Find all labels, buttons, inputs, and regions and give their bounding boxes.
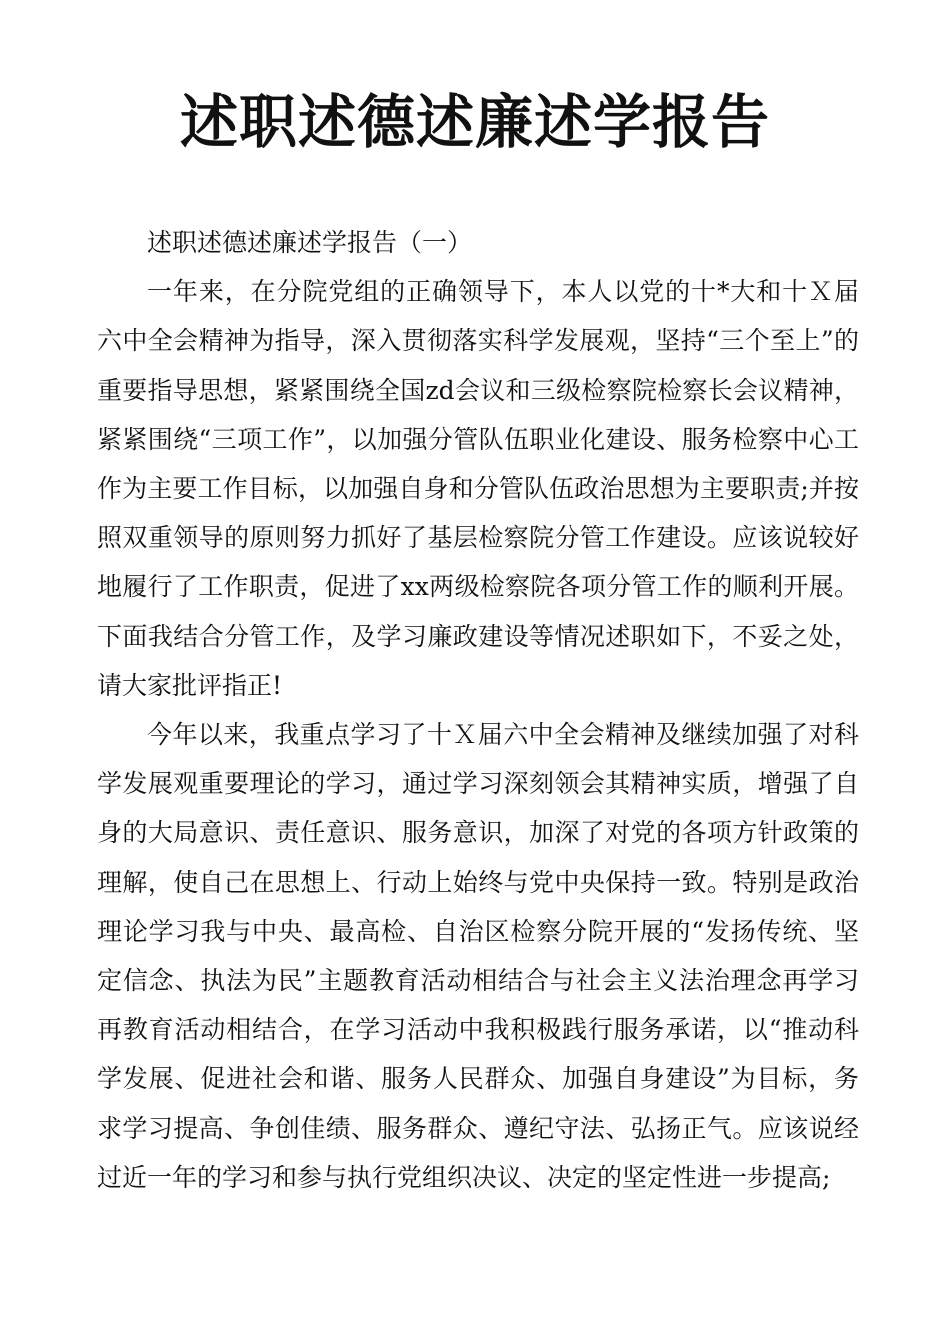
paragraph-2: 今年以来，我重点学习了十Ｘ届六中全会精神及继续加强了对科学发展观重要理论的学习，通过学习深刻领会其精神实质，增强了自身的大局意识、责任意识、服务意识，加深了对党的各项方针政策的理解，使自己在思想上、行动上始终与党中央保持一致。特别是政治理论学习我与中央、最高检、自治区检察分院开展的“发扬传统、坚定信念、执法为民”主题教育活动相结合与社会主义法治理念再学习再教育活动相结合，在学习活动中我积极践行服务承诺，以“推动科学发展、促进社会和谐、服务人民群众、加强自身建设”为目标，务求学习提高、争创佳绩、服务群众、遵纪守法、弘扬正气。应该说经过近一年的学习和参与执行党组织决议、决定的坚定性进一步提高; — [97, 720, 859, 1192]
document-title: 述职述德述廉述学报告 — [179, 88, 770, 156]
section-heading: 述职述德述廉述学报告（一） — [147, 228, 473, 257]
document-body — [97, 218, 859, 1202]
paragraph-1: 一年来，在分院党组的正确领导下，本人以党的十*大和十Ｘ届六中全会精神为指导，深入贯彻落实科学发展观，坚持“三个至上”的重要指导思想，紧紧围绕全国zd会议和三级检察院检察长会议精神，紧紧围绕“三项工作”，以加强分管队伍职业化建设、服务检察中心工作为主要工作目标，以加强自身和分管队伍政治思想为主要职责;并按照双重领导的原则努力抓好了基层检察院分管工作建设。应该说较好地履行了工作职责，促进了xx两级检察院各项分管工作的顺利开展。下面我结合分管工作，及学习廉政建设等情况述职如下，不妥之处，请大家批评指正! — [97, 277, 859, 700]
